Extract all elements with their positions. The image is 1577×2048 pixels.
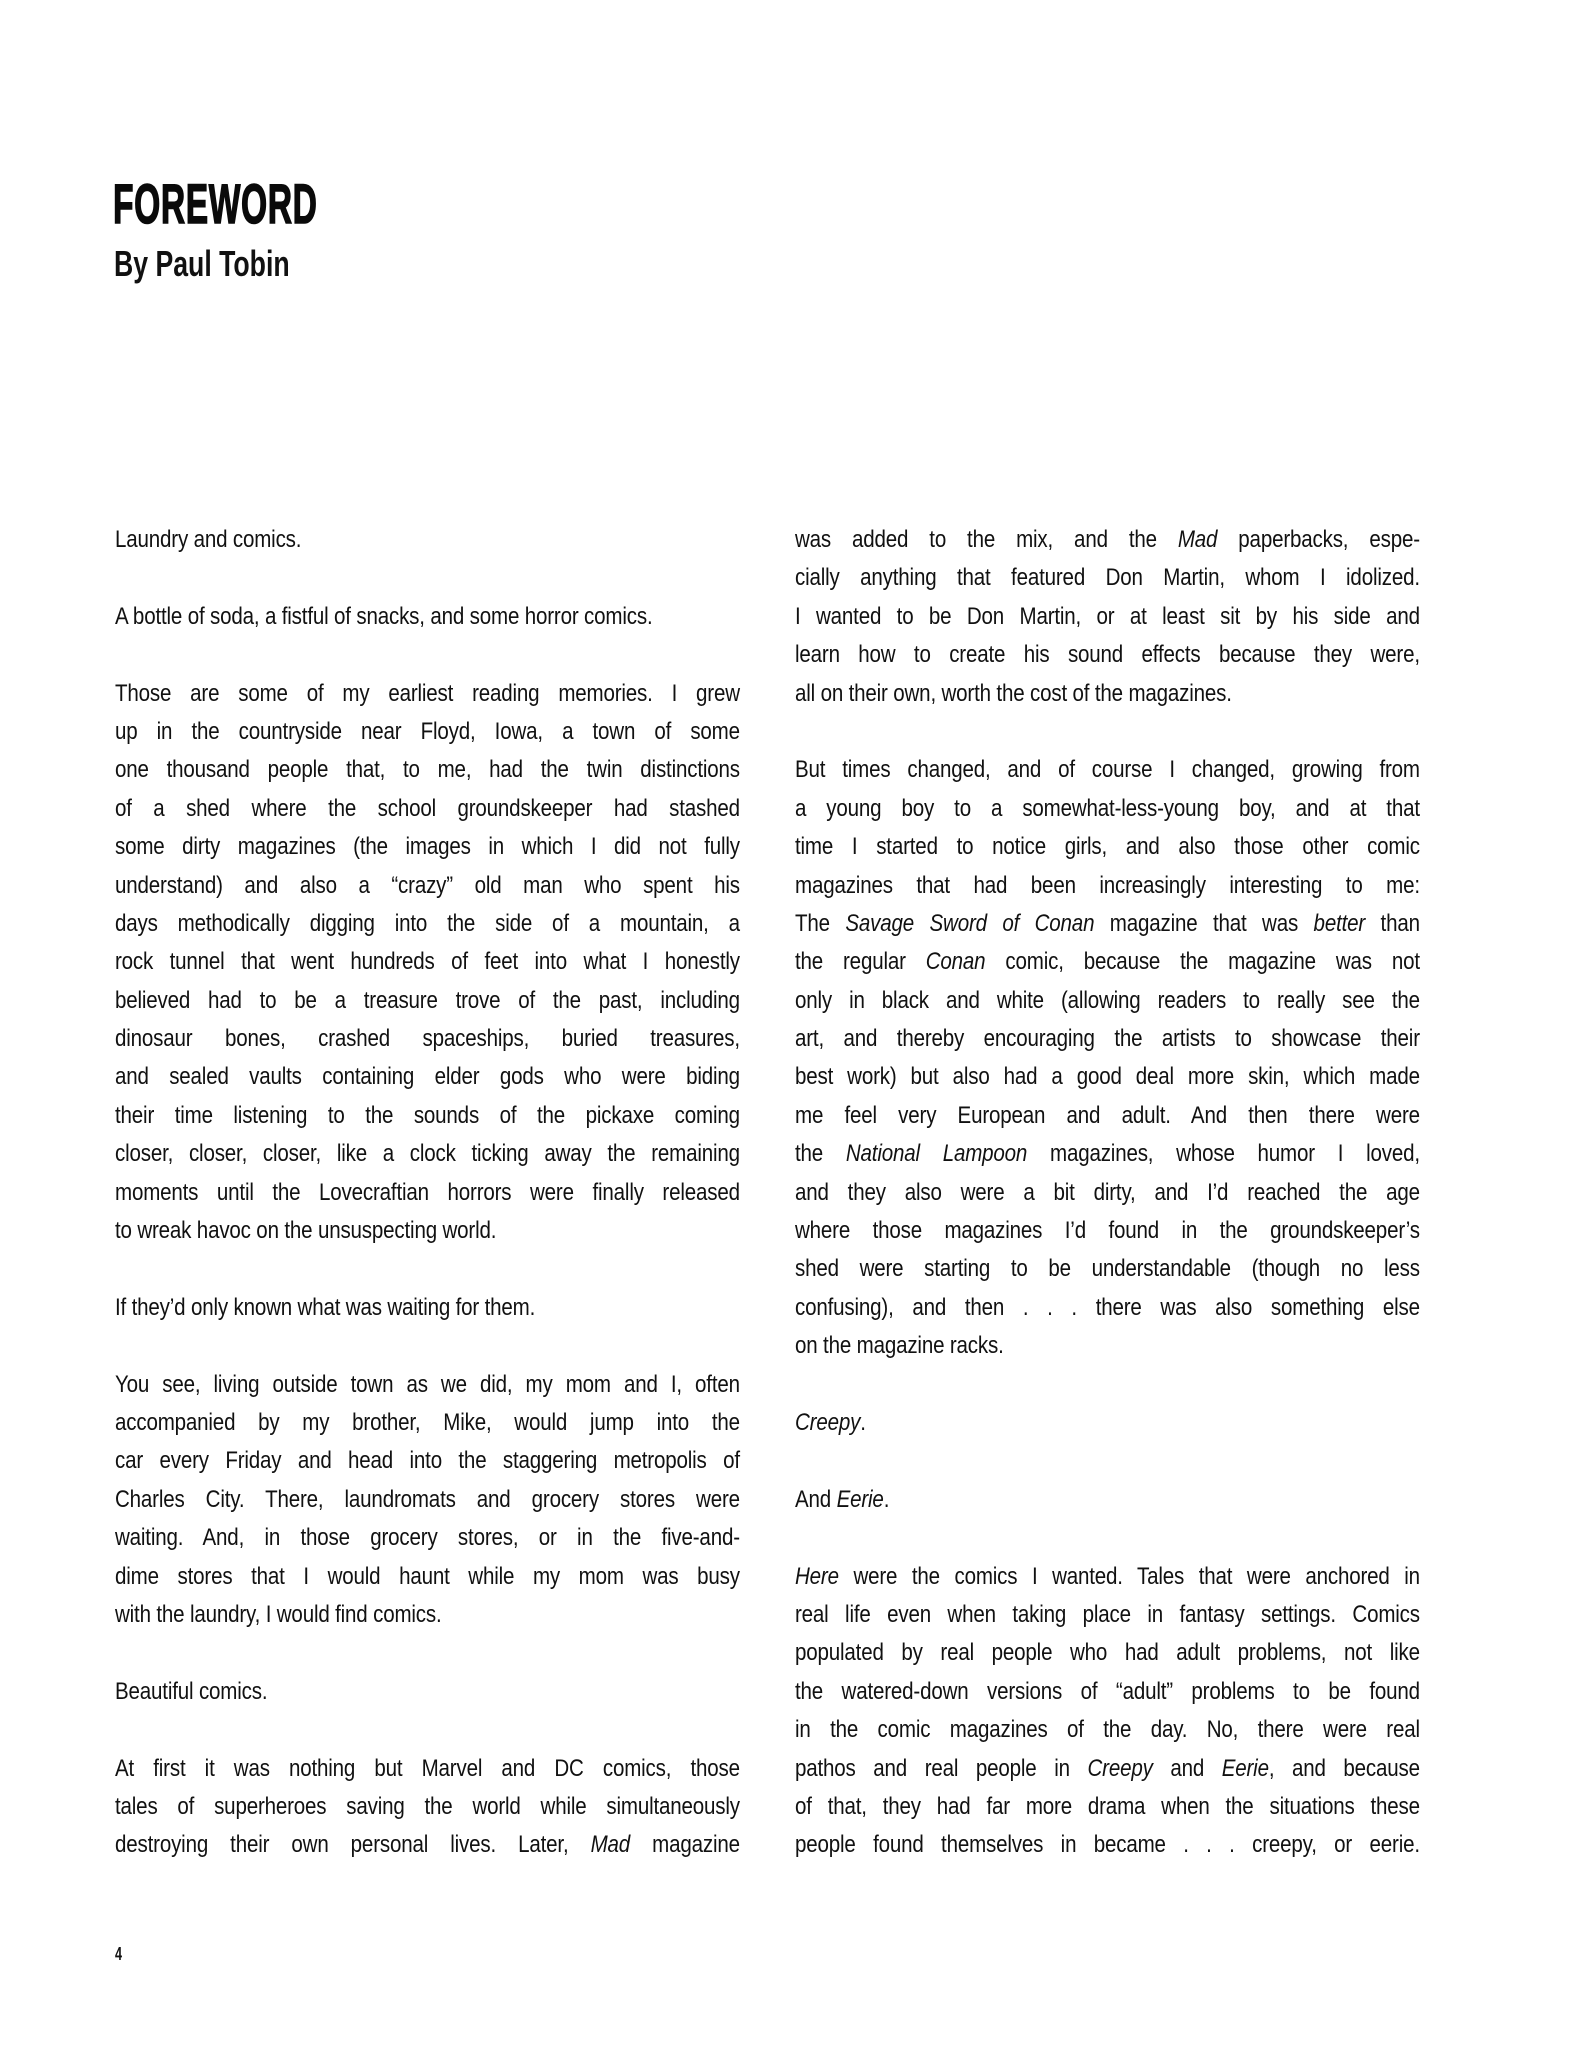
text-column-left [115,521,740,1903]
text-line: dinosaur bones, crashed spaceships, buried treasures, [115,1025,740,1053]
text-line: understand) and also a “crazy” old man who spent his [115,871,740,899]
text-line: You see, living outside town as we did, my mom and I, often [115,1370,740,1398]
italic-title: Eerie [836,1485,884,1513]
text-column-right [795,521,1420,1903]
text-line: the watered-down versions of “adult” problems to be found [795,1677,1420,1705]
italic-title: Mad [590,1831,631,1859]
text-line: people found themselves in became . . . creepy, or eerie. [795,1831,1420,1859]
text-line: with the laundry, I would find comics. [115,1600,442,1628]
text-line: Creepy. [795,1408,866,1436]
text-line: A bottle of soda, a fistful of snacks, and some horror comics. [115,602,653,630]
italic-title: Mad [1177,526,1218,553]
text-line: closer, closer, closer, like a clock ticking away the remaining [115,1140,740,1168]
paragraph [115,1750,740,1865]
paragraph [795,1558,1420,1865]
text-line: where those magazines I’d found in the groundskeeper’s [795,1217,1420,1245]
text-line: populated by real people who had adult problems, not like [795,1639,1420,1667]
text-line: car every Friday and head into the staggering metropolis of [115,1447,740,1475]
text-line: the regular Conan comic, because the magazine was not [795,948,1420,976]
text-line: accompanied by my brother, Mike, would jump into the [115,1408,740,1436]
italic-title: Creepy [1087,1754,1153,1782]
text-line: Charles City. There, laundromats and grocery stores were [115,1485,740,1513]
text-line: Laundry and comics. [115,526,302,553]
text-line: confusing), and then . . . there was also something else [795,1293,1420,1321]
text-line: Beautiful comics. [115,1677,268,1705]
paragraph [115,1673,740,1711]
italic-title: better [1313,909,1366,937]
text-line: tales of superheroes saving the world while simultaneously [115,1792,740,1820]
text-line: all on their own, worth the cost of the magazines. [795,679,1232,707]
text-line: one thousand people that, to me, had the twin distinctions [115,756,740,784]
text-line: of that, they had far more drama when the situations these [795,1792,1420,1820]
text-line: destroying their own personal lives. Later, Mad magazine [115,1831,740,1859]
italic-title: Savage Sword of Conan [845,909,1095,937]
text-line: Here were the comics I wanted. Tales that were anchored in [795,1562,1420,1590]
text-line: on the magazine racks. [795,1332,1004,1360]
text-line: time I started to notice girls, and also those other comic [795,833,1420,861]
text-line: their time listening to the sounds of the pickaxe coming [115,1101,740,1129]
text-line: waiting. And, in those grocery stores, or in the five-and- [115,1524,740,1552]
text-line: to wreak havoc on the unsuspecting world. [115,1217,497,1245]
text-line: At first it was nothing but Marvel and DC comics, those [115,1754,740,1782]
text-line: magazines that had been increasingly interesting to me: [795,871,1420,899]
italic-title: Conan [925,948,986,976]
italic-title: Creepy [795,1408,861,1436]
text-line: moments until the Lovecraftian horrors were finally released [115,1178,740,1206]
paragraph [795,1481,1420,1519]
paragraph [795,1404,1420,1442]
paragraph [115,521,740,559]
text-line: of a shed where the school groundskeeper had stashed [115,794,740,822]
italic-title: National Lampoon [845,1140,1028,1168]
text-line: real life even when taking place in fantasy settings. Comics [795,1600,1420,1628]
paragraph [115,675,740,1251]
text-line: pathos and real people in Creepy and Eerie, and because [795,1754,1420,1782]
text-line: a young boy to a somewhat-less-young boy, and at that [795,794,1420,822]
text-line: only in black and white (allowing readers to really see the [795,986,1420,1014]
text-line: rock tunnel that went hundreds of feet into what I honestly [115,948,740,976]
text-line: days methodically digging into the side of a mountain, a [115,909,740,937]
text-line: up in the countryside near Floyd, Iowa, a town of some [115,717,740,745]
text-line: I wanted to be Don Martin, or at least sit by his side and [795,602,1420,630]
text-line: and sealed vaults containing elder gods who were biding [115,1063,740,1091]
text-line: cially anything that featured Don Martin, whom I idolized. [795,564,1420,592]
text-line: was added to the mix, and the Mad paperbacks, espe- [795,526,1420,553]
text-line: If they’d only known what was waiting for them. [115,1293,536,1321]
text-line: The Savage Sword of Conan magazine that was better than [795,909,1420,937]
author-byline: By Paul Tobin [114,243,290,284]
text-line: Those are some of my earliest reading memories. I grew [115,679,740,707]
page-title: FOREWORD [113,172,318,235]
page-number: 4 [115,1944,123,1964]
text-line: shed were starting to be understandable (though no less [795,1255,1420,1283]
text-line: the National Lampoon magazines, whose humor I loved, [795,1140,1420,1168]
italic-title: Here [795,1562,839,1590]
paragraph [115,1366,740,1635]
paragraph [115,1289,740,1327]
text-line: art, and thereby encouraging the artists to showcase their [795,1025,1420,1053]
text-line: learn how to create his sound effects because they were, [795,641,1420,669]
text-line: believed had to be a treasure trove of the past, including [115,986,740,1014]
text-line: But times changed, and of course I changed, growing from [795,756,1420,784]
text-line: and they also were a bit dirty, and I’d reached the age [795,1178,1420,1206]
text-line: And Eerie. [795,1485,890,1513]
text-line: me feel very European and adult. And then there were [795,1101,1420,1129]
paragraph [795,751,1420,1365]
text-line: in the comic magazines of the day. No, there were real [795,1716,1420,1744]
paragraph [115,598,740,636]
text-line: some dirty magazines (the images in which I did not fully [115,833,740,861]
text-line: dime stores that I would haunt while my mom was busy [115,1562,740,1590]
paragraph [795,521,1420,713]
text-line: best work) but also had a good deal more skin, which made [795,1063,1420,1091]
italic-title: Eerie [1221,1754,1269,1782]
